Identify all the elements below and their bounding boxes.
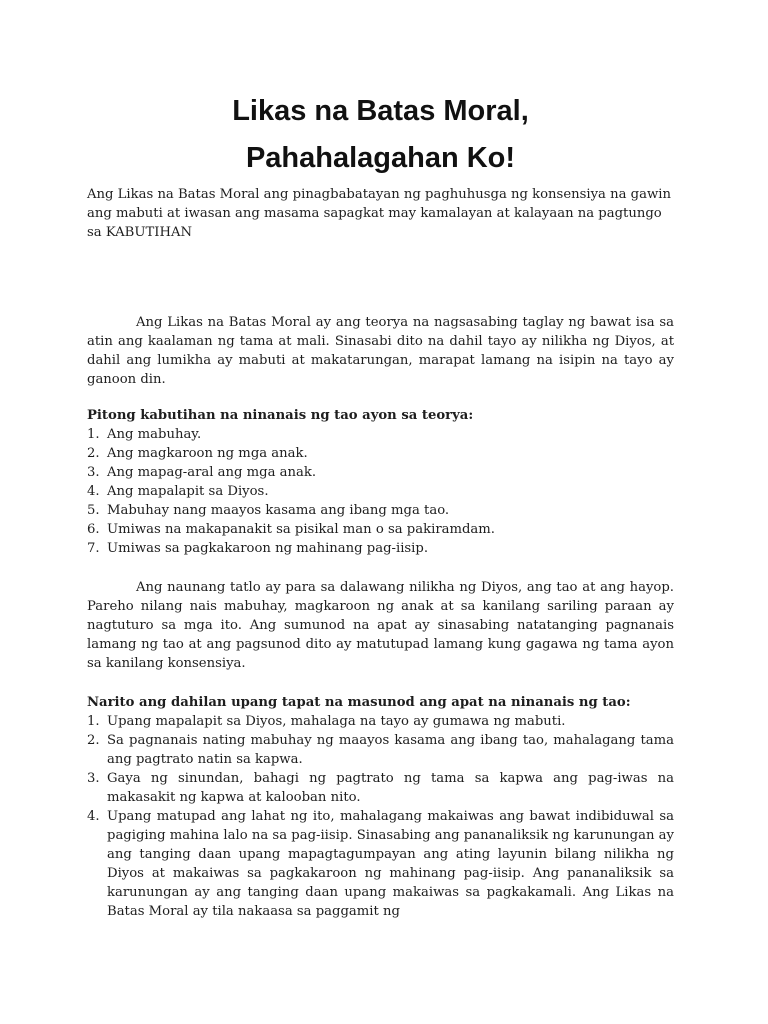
list-item-text: Gaya ng sinundan, bahagi ng pagtrato ng tama sa kapwa ang pag-iwas na makasakit ng kapwa at kalooban nito. (107, 771, 674, 805)
list-item (87, 807, 674, 921)
list-item (87, 539, 674, 558)
list-item-number: 6. (87, 522, 100, 537)
list-item-text: Mabuhay nang maayos kasama ang ibang mga tao. (107, 503, 450, 518)
list-item-text: Upang mapalapit sa Diyos, mahalaga na tayo ay gumawa ng mabuti. (107, 714, 566, 729)
list-item-number: 4. (87, 809, 100, 824)
list-item-text: Umiwas na makapanakit sa pisikal man o sa pakiramdam. (107, 522, 495, 537)
reasons-list (87, 712, 674, 921)
list-item-text: Sa pagnanais nating mabuhay ng maayos kasama ang ibang tao, mahalagang tama ang pagtrato natin sa kapwa. (107, 733, 674, 767)
list-item (87, 769, 674, 807)
title-line-1: Likas na Batas Moral, (232, 95, 529, 127)
list-item-text: Ang mapalapit sa Diyos. (107, 484, 269, 499)
paragraph-1: Ang Likas na Batas Moral ay ang teorya na nagsasabing taglay ng bawat isa sa atin ang kaalaman ng tama at mali. Sinasabi dito na dahil tayo ay nilikha ng Diyos, at dahil ang lumikha ay mabuti at makatarungan, marapat lamang na isipin na tayo ay ganoon din. (87, 315, 674, 387)
list-item (87, 425, 674, 444)
list-item-text: Ang magkaroon ng mga anak. (107, 446, 308, 461)
document-title (87, 0, 674, 182)
title-line-2: Pahahalagahan Ko! (245, 142, 516, 174)
list-item-number: 7. (87, 541, 100, 556)
list-item (87, 731, 674, 769)
list-item-text: Ang mabuhay. (107, 427, 202, 442)
list-item (87, 482, 674, 501)
section-heading-2: Narito ang dahilan upang tapat na masunod ang apat na ninanais ng tao: (87, 695, 631, 710)
list-item-number: 2. (87, 446, 100, 461)
list-item-text: Ang mapag-aral ang mga anak. (107, 465, 317, 480)
list-item-number: 3. (87, 465, 100, 480)
section-heading-1: Pitong kabutihan na ninanais ng tao ayon sa teorya: (87, 408, 474, 423)
list-item (87, 520, 674, 539)
list-item (87, 463, 674, 482)
list-item-number: 5. (87, 503, 100, 518)
list-item (87, 444, 674, 463)
intro-text: Ang Likas na Batas Moral ang pinagbabatayan ng paghuhusga ng konsensiya na gawin ang mabuti at iwasan ang masama sapagkat may kamalayan at kalayaan na pagtungo sa KABUTIHAN (87, 187, 671, 240)
list-item-number: 1. (87, 714, 100, 729)
list-item-number: 2. (87, 733, 100, 748)
list-item-number: 4. (87, 484, 100, 499)
list-item-text: Umiwas sa pagkakaroon ng mahinang pag-iisip. (107, 541, 429, 556)
list-item-number: 3. (87, 771, 100, 786)
list-item (87, 712, 674, 731)
list-item (87, 501, 674, 520)
paragraph-2: Ang naunang tatlo ay para sa dalawang nilikha ng Diyos, ang tao at ang hayop. Pareho nilang nais mabuhay, magkaroon ng anak at sa kanilang sariling paraan ay nagtuturo sa mga ito. Ang sumunod na apat ay sinasabing natatanging pagnanais lamang ng tao at ang pagsunod dito ay matutupad lamang kung gagawa ng tama ayon sa kanilang konsensiya. (87, 580, 674, 671)
list-item-number: 1. (87, 427, 100, 442)
seven-goods-list (87, 425, 674, 558)
list-item-text: Upang matupad ang lahat ng ito, mahalagang makaiwas ang bawat indibiduwal sa pagiging mahina lalo na sa pag-iisip. Sinasabing ang pananaliksik ng karunungan ay ang tanging daan upang mapagtagumpayan ang ating layunin bilang nilikha ng Diyos at makaiwas sa pagkakaroon ng mahinang pag-iisip. Ang pananaliksik sa karunungan ay ang tanging daan upang makaiwas sa pagkakamali. Ang Likas na Batas Moral ay tila nakaasa sa paggamit ng (107, 809, 674, 919)
